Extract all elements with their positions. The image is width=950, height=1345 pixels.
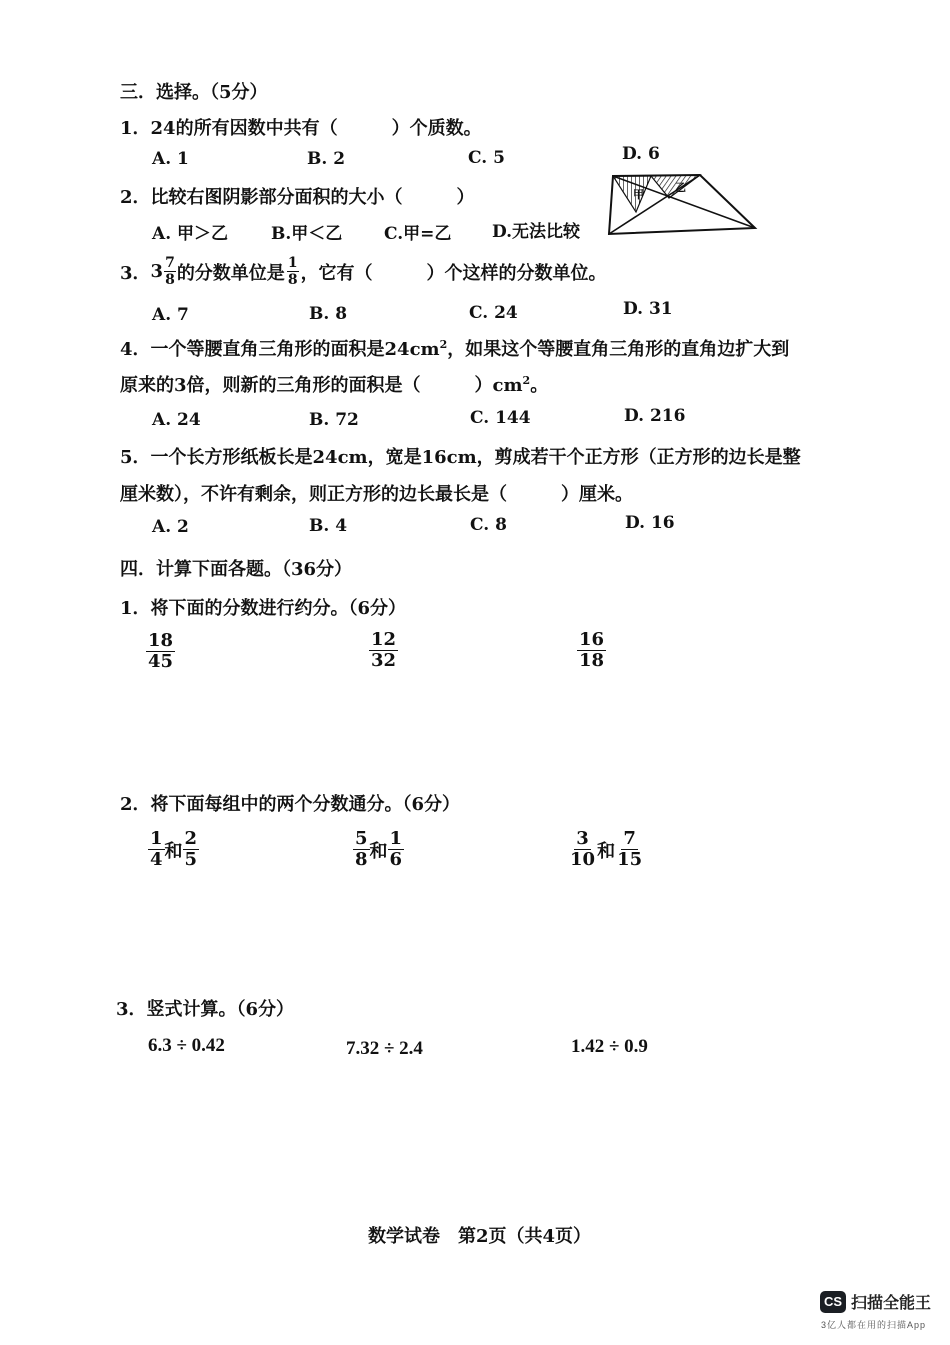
frac-num: 5 (355, 828, 368, 849)
q1-option-d: D. 6 (622, 144, 660, 164)
frac-den: 18 (579, 650, 605, 671)
part-2-title: 2．将下面每组中的两个分数通分。（6分） (120, 794, 461, 815)
q4-option-a: A. 24 (152, 410, 201, 430)
joiner-text: 和 (597, 840, 616, 862)
joiner-text: 和 (369, 840, 388, 862)
q3-frac-den: 8 (165, 272, 175, 288)
q3-whole: 3 (150, 261, 164, 282)
q3-option-d: D. 31 (623, 299, 673, 319)
figure-label-yi: 乙 (675, 181, 686, 194)
frac-num: 1 (389, 828, 403, 849)
frac-num: 18 (148, 630, 174, 651)
q2-option-d: D.无法比较 (492, 222, 581, 242)
q4-line1-b: ，如果这个等腰直角三角形的直角边扩大到 (447, 339, 790, 360)
q2-option-a: A. 甲＞乙 (152, 224, 229, 244)
division-expr-2: 7.32 ÷ 2.4 (346, 1038, 423, 1059)
q4-option-b: B. 72 (309, 410, 359, 430)
q3-unit-fraction (287, 256, 299, 287)
frac-num: 3 (576, 828, 589, 849)
q3-option-b: B. 8 (309, 304, 348, 324)
part-3-title: 3．竖式计算。（6分） (116, 999, 295, 1020)
q4-line2-b: 。 (530, 375, 549, 396)
common-denominator-pair-2 (353, 830, 404, 869)
q3-prefix: 3． (120, 262, 151, 284)
question-5-line-2: 厘米数），不许有剩余，则正方形的边长最长是（ ）厘米。 (120, 484, 633, 505)
q2-option-c: C.甲=乙 (384, 224, 452, 244)
frac-den: 10 (570, 849, 596, 870)
q4-line2-sup: 2 (522, 374, 531, 387)
frac-den: 45 (148, 651, 174, 672)
q2-option-b: B.甲＜乙 (271, 224, 343, 244)
reduce-fraction-3 (577, 631, 606, 670)
figure-label-jia: 甲 (633, 188, 644, 201)
q4-line1-sup: 2 (439, 338, 448, 351)
q4-line1-a: 4．一个等腰直角三角形的面积是24cm (120, 339, 440, 360)
q1-option-b: B. 2 (307, 149, 346, 169)
shaded-region-jia (613, 176, 651, 212)
frac-den: 6 (389, 849, 403, 870)
frac-den: 32 (371, 650, 397, 671)
division-expr-1: 6.3 ÷ 0.42 (148, 1035, 225, 1056)
trapezoid-figure (603, 168, 763, 240)
q3-suffix: ，它有（ ）个这样的分数单位。 (300, 262, 607, 284)
frac-den: 15 (617, 849, 643, 870)
q1-option-c: C. 5 (468, 148, 505, 168)
question-5-line-1: 5．一个长方形纸板长是24cm，宽是16cm，剪成若干个正方形（正方形的边长是整 (120, 447, 801, 468)
q3-unit-num: 1 (287, 255, 298, 271)
section-4-title: 四．计算下面各题。（36分） (120, 559, 353, 580)
cs-logo-icon: CS (820, 1291, 846, 1313)
question-3-line (120, 256, 607, 287)
joiner-text: 和 (164, 840, 183, 862)
question-2-text: 2．比较右图阴影部分面积的大小（ ） (120, 187, 475, 208)
frac-num: 7 (623, 828, 636, 849)
frac-num: 16 (579, 629, 605, 650)
section-3-title: 三．选择。（5分） (120, 82, 268, 103)
scanner-tagline: 3亿人都在用的扫描App (821, 1320, 927, 1330)
question-4-line-1 (120, 335, 789, 361)
question-4-line-2 (120, 371, 548, 397)
common-denominator-pair-3 (568, 830, 644, 869)
common-denominator-pair-1 (148, 830, 199, 869)
q1-option-a: A. 1 (152, 149, 189, 169)
q3-frac-num: 7 (165, 255, 175, 271)
reduce-fraction-2 (369, 631, 398, 670)
frac-num: 2 (184, 828, 198, 849)
q4-option-d: D. 216 (624, 406, 686, 426)
reduce-fraction-1 (146, 632, 175, 671)
scanner-app-name: 扫描全能王 (851, 1295, 932, 1312)
question-1-text: 1．24的所有因数中共有（ ）个质数。 (120, 118, 482, 139)
page-footer: 数学试卷 第2页（共4页） (368, 1226, 592, 1247)
q4-line2-a: 原来的3倍，则新的三角形的面积是（ ）cm (120, 375, 523, 396)
frac-den: 4 (150, 849, 163, 870)
frac-den: 5 (184, 849, 198, 870)
q3-mid: 的分数单位是 (176, 262, 285, 284)
division-expr-3: 1.42 ÷ 0.9 (571, 1036, 648, 1057)
q3-option-c: C. 24 (469, 303, 518, 323)
q5-option-c: C. 8 (470, 515, 507, 535)
q5-option-d: D. 16 (625, 513, 675, 533)
q4-option-c: C. 144 (470, 408, 531, 428)
q3-mixed-fraction (164, 256, 176, 287)
q3-option-a: A. 7 (152, 305, 189, 325)
frac-den: 8 (355, 849, 368, 870)
frac-num: 12 (371, 629, 397, 650)
frac-num: 1 (150, 828, 163, 849)
scanner-watermark (820, 1290, 931, 1313)
q5-option-a: A. 2 (152, 517, 189, 537)
q5-option-b: B. 4 (309, 516, 348, 536)
q3-unit-den: 8 (287, 272, 298, 288)
part-1-title: 1．将下面的分数进行约分。（6分） (120, 598, 407, 619)
